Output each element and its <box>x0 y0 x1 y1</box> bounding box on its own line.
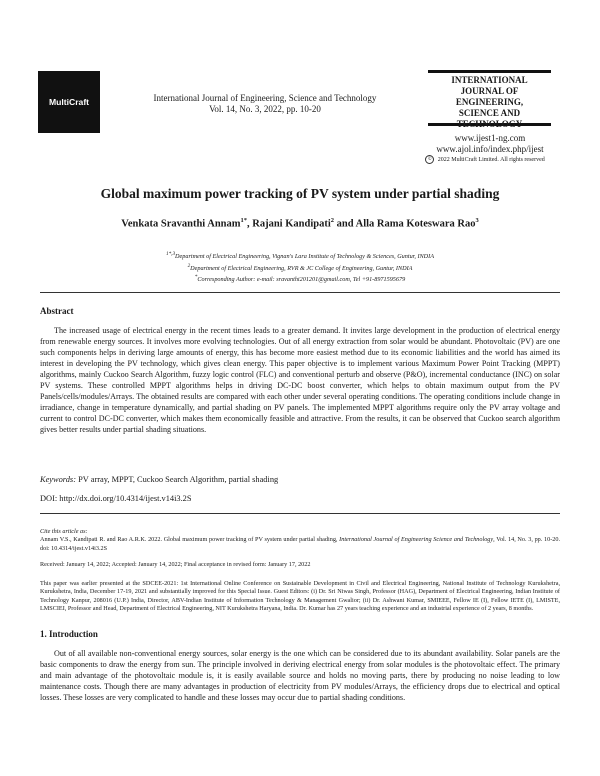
affiliation-sup: * <box>194 274 198 281</box>
abstract-heading: Abstract <box>40 306 74 316</box>
cite-heading: Cite this article as: <box>40 528 88 535</box>
author-separator: and <box>334 218 356 230</box>
affiliations <box>0 250 600 285</box>
affiliation-sup: 1*,3 <box>166 251 176 257</box>
journal-title-box <box>428 70 551 129</box>
journal-url-link[interactable]: www.ajol.info/index.php/ijest <box>436 144 544 154</box>
journal-box-line: SCIENCE AND <box>458 108 521 118</box>
keywords-label: Keywords: <box>40 475 76 484</box>
affiliation-line <box>0 262 600 274</box>
journal-name: International Journal of Engineering, Science and Technology <box>153 93 377 103</box>
keywords-text: PV array, MPPT, Cuckoo Search Algorithm, partial shading <box>78 475 279 484</box>
cite-main: Annam V.S., Kandipati R. and Rao A.R.K. 2022. Global maximum power tracking of PV system under partial shading, <box>40 536 340 544</box>
affiliation-text: Department of Electrical Engineering, RVR & JC College of Engineering, Guntur, INDIA <box>190 264 413 272</box>
multicraft-logo: MultiCraft <box>38 71 100 133</box>
affiliation-text: Department of Electrical Engineering, Vignan's Lara Institute of Technology & Sciences, Guntur, INDIA <box>175 253 434 261</box>
affiliation-line <box>0 250 600 262</box>
journal-urls <box>420 133 560 155</box>
journal-volume: Vol. 14, No. 3, 2022, pp. 10-20 <box>209 104 321 114</box>
copyright-icon: © <box>425 155 434 164</box>
cite-block <box>40 528 560 553</box>
author-list <box>0 217 600 230</box>
journal-info <box>140 93 390 115</box>
author-name: Rajani Kandipati <box>252 218 331 230</box>
copyright-line <box>400 155 570 165</box>
journal-box-line: TECHNOLOGY <box>456 119 523 129</box>
keywords <box>40 475 278 484</box>
author-sup: 3 <box>475 217 479 224</box>
affiliation-text: Corresponding Author: e-mail: sravanthi201201@gmail.com, Tel +91-8971595679 <box>197 276 406 284</box>
journal-box-line: JOURNAL OF <box>460 86 519 96</box>
divider <box>40 292 560 293</box>
divider <box>40 513 560 514</box>
conference-note: This paper was earlier presented at the SDCEE-2021: 1st International Online Conference on Sustainable Development in Civil and Electrical Engineering, National Institute of Technology Kurukshetra, Kurukshetra, India, December 17-19, 2021 and substantially improved for this Special Issue. Guest Editors: (i) Dr. Sri Niwas Singh, Professor (HAG), Department of Electrical Engineering, Indian Institute of Technology Kanpur, 208016 (U.P.) India, Director, ABV-Indian Institute of Information Technology & Management Gwalior; (ii) Dr. Ashwani Kumar, SMIEEE, Fellow IE (I), Fellow IETE (I), LMISTE, LMSCIEI, Professor and Head, Department of Electrical Engineering, NIT Kurukshetra Haryana, India. Dr. Kumar has 27 years teaching experience and an industrial experience of 2 years, 8 months. <box>40 580 560 612</box>
author-name: Alla Rama Koteswara Rao <box>355 218 476 230</box>
cite-rest: , Vol. 14, No. 3, pp. 10-20. doi: 10.4314/ijest.v14i3.2S <box>40 536 560 552</box>
author-sup: 2 <box>330 217 334 224</box>
abstract-text: The increased usage of electrical energy in the recent times leads to a greater demand. It invites large development in the production of electrical energy from renewable energy sources. It involves more evolving technologies. Out of all energy extraction from solar would be abundant. Photovoltaic (PV) are one such components helps in deriving large amounts of energy, this has become more easiest method due to its economic liabilities and the world has aimed its interest in developing the PV technology, which gives clean energy. This paper objective is to implement various Maximum Power Point Tracking (MPPT) algorithms, mainly Cuckoo Search Algorithm, fuzzy logic control (FLC) and conventional perturb and observe (P&O), incremental conductance (INC) on solar PV systems. These controlled MPPT algorithms helps in driving DC-DC boost converter, which helps to obtain maximum output from the PV Panels/cells/modules/Arrays. The obtained results are compared with each other under several operating conditions. The operating conditions include change in irradiance, change in temperature dynamically, and partial shading on PV panels. The implemented MPPT algorithms require only the PV array voltage and current to control DC-DC converter, which makes them economically feasible and attractive. From the results, it can be observed that Cuckoo search algorithm gives better results under partial shading situations. <box>40 326 560 434</box>
affiliation-line <box>0 273 600 285</box>
author-separator: , <box>247 218 253 230</box>
copyright-text: 2022 MultiCraft Limited. All rights reserved <box>437 157 545 163</box>
author-name: Venkata Sravanthi Annam <box>121 218 241 230</box>
author-sup: 1* <box>240 217 248 224</box>
doi-link[interactable]: DOI: http://dx.doi.org/10.4314/ijest.v14i3.2S <box>40 494 192 503</box>
paper-title: Global maximum power tracking of PV system under partial shading <box>100 186 500 201</box>
introduction-text: Out of all available non-conventional energy sources, solar energy is the one which can be considered due to its abundant availability. Solar panels are the basic components to draw the energy from sun. The principle involved in deriving electrical energy from solar modules is the photovoltaic effect. The primary and main advantage of the photovoltaic module is, it is easily available source and holds no moving parts, there by producing no noise leading to low maintenance costs. Though there are many advantages in production of electricity from PV modules/Arrays, the efficiency drops due to electrical and optical losses. These losses are very complicated to handle and these losses may occur due to partial shading conditions. <box>40 649 560 702</box>
received-dates: Received: January 14, 2022; Accepted: January 14, 2022; Final acceptance in revised form: January 17, 2022 <box>40 561 311 568</box>
journal-box-line: ENGINEERING, <box>455 97 524 107</box>
journal-url-link[interactable]: www.ijest1-ng.com <box>454 133 526 143</box>
cite-text <box>40 536 560 553</box>
cite-journal: International Journal of Engineering Science and Technology <box>339 536 494 544</box>
journal-box-line: INTERNATIONAL <box>451 75 528 85</box>
introduction-heading: 1. Introduction <box>40 629 98 639</box>
affiliation-sup: 2 <box>187 262 191 269</box>
